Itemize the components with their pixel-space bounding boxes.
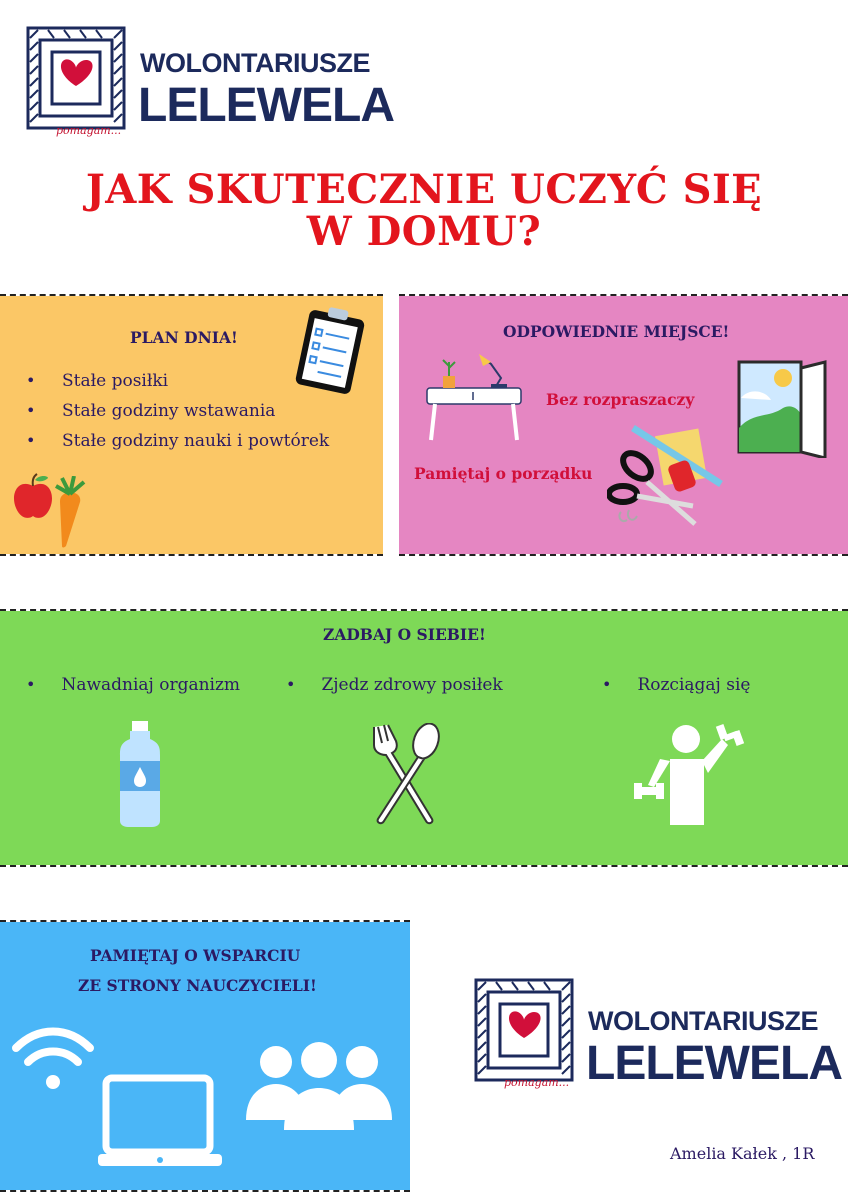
desk-icon xyxy=(425,352,525,442)
window-icon xyxy=(735,358,831,458)
fork-spoon-icon xyxy=(368,723,440,827)
wifi-icon xyxy=(10,1022,96,1094)
plan-panel xyxy=(0,296,383,554)
place-label-distractions: Bez rozpraszaczy xyxy=(546,390,695,409)
logo-word-top: WOLONTARIUSZE xyxy=(588,1006,818,1036)
logo-tagline: pomagam... xyxy=(56,124,122,137)
support-title-line2: ZE STRONY NAUCZYCIELI! xyxy=(78,976,317,995)
page-title-line1: JAK SKUTECZNIE UCZYĆ SIĘ xyxy=(85,166,763,213)
apple-icon xyxy=(10,472,56,522)
logo-tagline: pomagam... xyxy=(504,1076,570,1089)
logo-bottom xyxy=(472,976,842,1096)
list-item: • Stałe godziny nauki i powtórek xyxy=(22,426,329,456)
place-label-order: Pamiętaj o porządku xyxy=(414,464,593,483)
page-title-line2: W DOMU? xyxy=(306,208,542,255)
place-title: ODPOWIEDNIE MIEJSCE! xyxy=(503,322,730,341)
support-title-line1: PAMIĘTAJ O WSPARCIU xyxy=(90,946,301,965)
self-item-label: Rozciągaj się xyxy=(637,675,751,695)
self-panel xyxy=(0,611,848,865)
support-panel xyxy=(0,922,410,1190)
self-item-label: Zjedz zdrowy posiłek xyxy=(321,675,503,695)
plan-title: PLAN DNIA! xyxy=(130,328,238,347)
clipboard-icon xyxy=(290,304,370,400)
logo-word-top: WOLONTARIUSZE xyxy=(140,48,370,78)
author-credit: Amelia Kałek , 1R xyxy=(670,1144,815,1163)
logo-frame-icon xyxy=(472,976,576,1086)
self-item-meal: • Zjedz zdrowy posiłek xyxy=(286,675,503,695)
self-item-label: Nawadniaj organizm xyxy=(61,675,241,695)
laptop-icon xyxy=(98,1074,226,1170)
self-item-water: • Nawadniaj organizm xyxy=(26,675,241,695)
self-item-stretch: • Rozciągaj się xyxy=(602,675,751,695)
place-panel xyxy=(399,296,848,554)
scissors-icon xyxy=(607,424,727,536)
people-group-icon xyxy=(244,1038,394,1134)
water-bottle-icon xyxy=(116,721,164,827)
logo-word-bottom: LELEWELA xyxy=(138,79,394,132)
logo-frame-icon xyxy=(24,24,128,134)
carrot-icon xyxy=(52,476,94,548)
logo-top xyxy=(24,24,394,144)
self-title: ZADBAJ O SIEBIE! xyxy=(323,625,486,644)
logo-word-bottom: LELEWELA xyxy=(586,1037,842,1090)
plan-list xyxy=(22,366,329,456)
list-item: • Stałe posiłki xyxy=(22,366,329,396)
exercise-person-icon xyxy=(634,721,746,825)
list-item: • Stałe godziny wstawania xyxy=(22,396,329,426)
